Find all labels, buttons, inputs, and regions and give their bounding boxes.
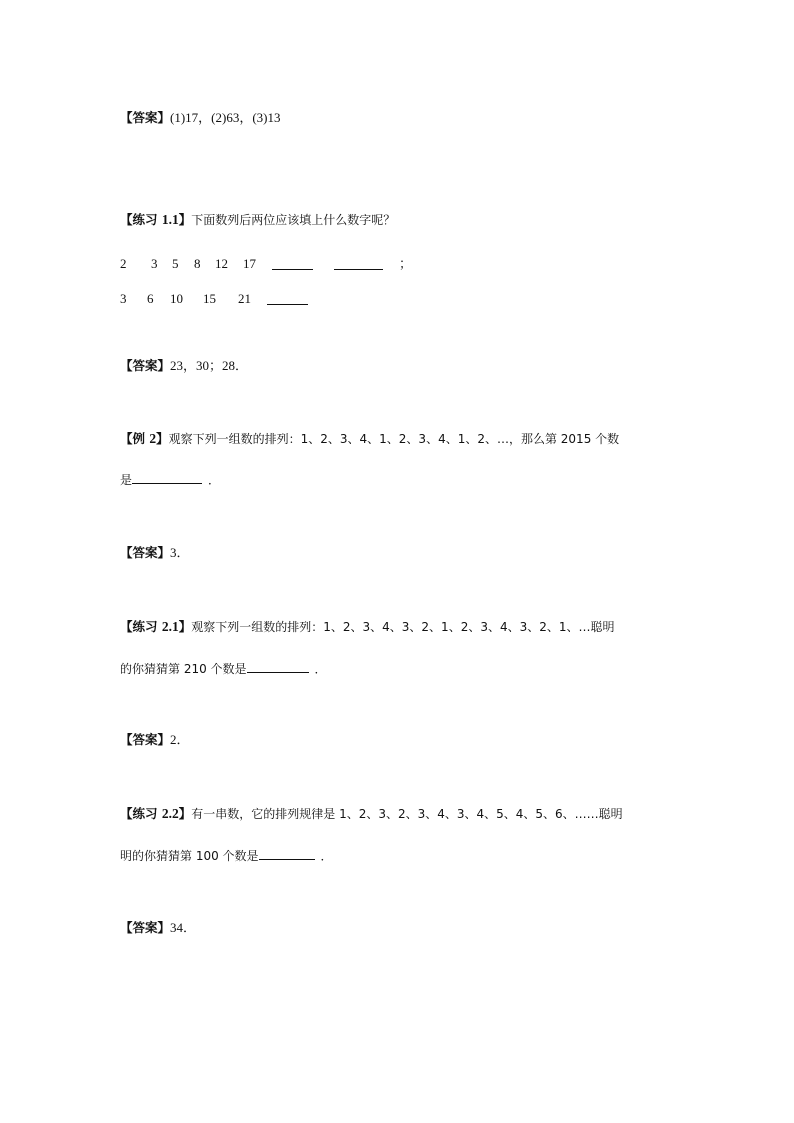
sequence-1 (0, 256, 794, 272)
answer-label: 【答案】 (120, 920, 171, 935)
practice-label: 【练习 2.2】 (120, 806, 192, 821)
answer-blank[interactable] (132, 482, 202, 484)
practice-label: 【练习 1.1】 (120, 212, 192, 227)
answer-label: 【答案】 (120, 732, 171, 747)
question-text: 是 (120, 473, 133, 487)
example-label: 【例 2】 (120, 431, 169, 446)
answer-text: (1)17，(2)63，(3)13 (170, 110, 281, 125)
seq2-term: 21 (238, 291, 251, 306)
practice-label: 【练习 2.1】 (120, 619, 192, 634)
seq1-term: 5 (172, 256, 179, 271)
seq1-term: 2 (120, 256, 127, 271)
seq1-term: 8 (194, 256, 201, 271)
answer-blank[interactable] (334, 268, 383, 270)
practice-2-2-line-2 (120, 848, 333, 865)
practice-2-1-line-1 (120, 619, 615, 636)
answer-blank[interactable] (259, 858, 315, 860)
question-end: ． (208, 473, 221, 487)
answer-2-2-line (120, 920, 196, 937)
seq2-term: 10 (170, 291, 183, 306)
practice-2-1-line-2 (120, 661, 327, 678)
answer-label: 【答案】 (120, 110, 171, 125)
answer-label: 【答案】 (120, 545, 171, 560)
seq1-term: 12 (215, 256, 228, 271)
question-text: 观察下列一组数的排列：1、2、3、4、1、2、3、4、1、2、…，那么第 2015 个数 (168, 432, 620, 446)
question-end: ． (320, 849, 333, 863)
question-text: 有一串数，它的排列规律是 1、2、3、2、3、4、3、4、5、4、5、6、……聪明 (191, 807, 623, 821)
practice-2-2-line-1 (120, 806, 623, 823)
seq2-term: 15 (203, 291, 216, 306)
answer-2-1-line (120, 732, 190, 749)
question-text: 观察下列一组数的排列：1、2、3、4、3、2、1、2、3、4、3、2、1、…聪明 (191, 620, 615, 634)
example-2-line-1 (120, 431, 619, 448)
answer-blank[interactable] (272, 268, 313, 270)
answer-label: 【答案】 (120, 358, 171, 373)
seq2-term: 6 (147, 291, 154, 306)
answer-text: 3． (170, 545, 190, 560)
sequence-2 (0, 291, 794, 307)
answer-text: 2． (170, 732, 190, 747)
seq1-term: 3 (151, 256, 158, 271)
answer-text: 23，30；28． (170, 358, 249, 373)
answer-2-line (120, 545, 190, 562)
answer-1-1-line (120, 358, 248, 375)
seq1-term: 17 (243, 256, 256, 271)
seq2-term: 3 (120, 291, 127, 306)
answer-blank[interactable] (267, 303, 308, 305)
seq1-end: ； (399, 256, 413, 271)
question-text: 明的你猜猜第 100 个数是 (120, 849, 259, 863)
answer-blank[interactable] (247, 671, 309, 673)
answer-text: 34． (170, 920, 197, 935)
question-text: 下面数列后两位应该填上什么数字呢？ (191, 213, 396, 227)
question-end: ． (314, 662, 327, 676)
practice-1-1-question (120, 212, 395, 229)
answer-1-line (120, 110, 281, 127)
question-text: 的你猜猜第 210 个数是 (120, 662, 247, 676)
example-2-line-2 (120, 472, 220, 489)
